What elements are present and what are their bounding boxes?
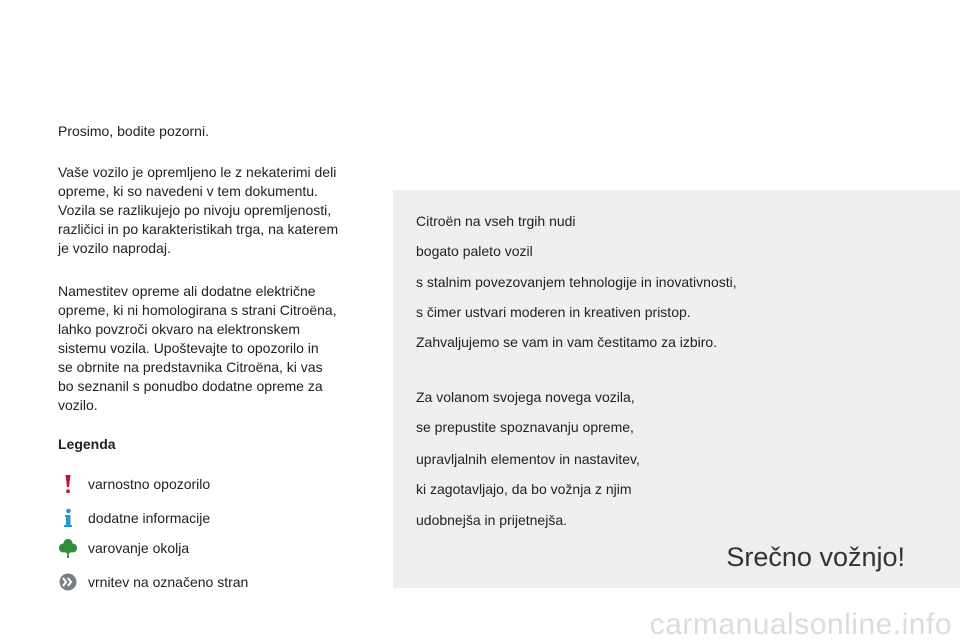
- welcome-line: Za volanom svojega novega vozila,: [416, 389, 635, 405]
- arrow-right-icon: [58, 572, 78, 592]
- paragraph-line: vozilo.: [58, 397, 98, 413]
- welcome-line: upravljalnih elementov in nastavitev,: [416, 451, 640, 467]
- welcome-line: Citroën na vseh trgih nudi: [416, 213, 576, 229]
- welcome-line: s čimer ustvari moderen in kreativen pristop.: [416, 304, 691, 320]
- welcome-panel: [393, 190, 960, 588]
- welcome-line: ki zagotavljajo, da bo vožnja z njim: [416, 481, 632, 497]
- paragraph-line: je vozilo naprodaj.: [58, 240, 171, 256]
- paragraph-line: Namestitev opreme ali dodatne električne: [58, 283, 316, 299]
- intro-line: Prosimo, bodite pozorni.: [58, 123, 209, 139]
- info-icon: [58, 508, 78, 528]
- legend-label: varnostno opozorilo: [88, 476, 211, 492]
- clover-icon: [58, 538, 78, 558]
- paragraph-line: različici in po karakteristikah trga, na katerem: [58, 221, 339, 237]
- welcome-line: se prepustite spoznavanju opreme,: [416, 419, 634, 435]
- watermark: carmanualsonline.info: [649, 608, 952, 641]
- legend-item-reference: [58, 571, 248, 593]
- paragraph-line: opreme, ki so navedeni v tem dokumentu.: [58, 183, 318, 199]
- equipment-paragraph: [58, 163, 358, 258]
- legend-item-warning: [58, 473, 210, 495]
- paragraph-line: opreme, ki ni homologirana s strani Citroëna,: [58, 302, 337, 318]
- legend-label: dodatne informacije: [88, 510, 211, 526]
- legend-item-environment: [58, 537, 189, 559]
- paragraph-line: bo seznanil s ponudbo dodatne opreme za: [58, 378, 323, 394]
- welcome-line: Zahvaljujemo se vam in vam čestitamo za izbiro.: [416, 334, 718, 350]
- exclamation-icon: [58, 474, 78, 494]
- legend-item-info: [58, 507, 210, 529]
- legend-title: Legenda: [58, 436, 116, 452]
- paragraph-line: sistemu vozila. Upoštevajte to opozorilo in: [58, 340, 319, 356]
- welcome-line: bogato paleto vozil: [416, 243, 533, 259]
- closing-greeting: Srečno vožnjo!: [726, 542, 905, 572]
- installation-paragraph: [58, 282, 358, 415]
- paragraph-line: lahko povzroči okvaro na elektronskem: [58, 321, 301, 337]
- welcome-line: udobnejša in prijetnejša.: [416, 512, 567, 528]
- paragraph-line: Vaše vozilo je opremljeno le z nekaterimi deli: [58, 164, 337, 180]
- welcome-line: s stalnim povezovanjem tehnologije in inovativnosti,: [416, 274, 737, 290]
- legend-label: vrnitev na označeno stran: [88, 574, 249, 590]
- legend-label: varovanje okolja: [88, 540, 190, 556]
- paragraph-line: se obrnite na predstavnika Citroëna, ki vas: [58, 359, 323, 375]
- paragraph-line: Vozila se razlikujejo po nivoju opremljenosti,: [58, 202, 332, 218]
